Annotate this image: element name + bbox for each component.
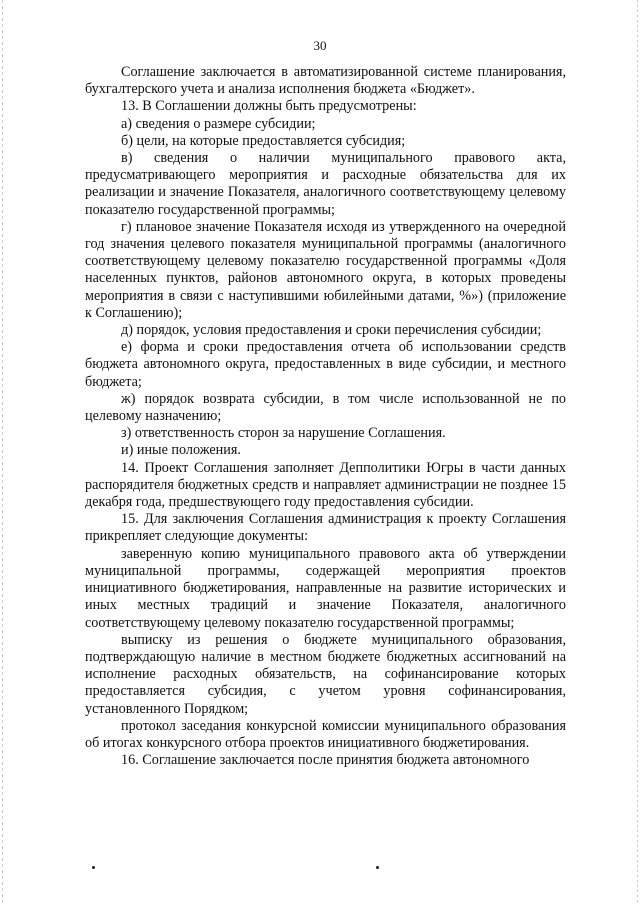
list-item-v: в) сведения о наличии муниципального правового акта, предусматривающего мероприятия и расходные обязательства для их реализации и значение Показателя, аналогичного соответствующему целевому показателю государственной программы; [85,150,566,218]
scan-edge-left [2,0,3,905]
list-item-g: г) плановое значение Показателя исходя из утвержденного на очередной год значения целевого показателя муниципальной программы (аналогичного соответствующему целевому показателю государственной программы «Доля населенных пунктов, районов автономного округа, в которых проведены мероприятия в связи с наступившими юбилейными датами, %») (приложение к Соглашению); [85,218,566,321]
list-item-zh: ж) порядок возврата субсидии, в том числе использованной не по целевому назначению; [85,390,566,425]
paragraph-13-heading: 13. В Соглашении должны быть предусмотрены: [121,98,417,115]
paragraph-14: 14. Проект Соглашения заполняет Депполитики Югры в части данных распорядителя бюджетных средств и направляет администрации не позднее 15 декабря года, предшествующего году предоставления субсидии. [85,459,566,511]
paragraph-agreement-system: Соглашение заключается в автоматизированной системе планирования, бухгалтерского учета и анализа исполнения бюджета «Бюджет». [85,64,566,98]
scan-speck [92,866,95,869]
list-item-b: б) цели, на которые предоставляется субсидия; [121,132,406,149]
scan-speck [376,866,379,869]
document-list-item-protocol: протокол заседания конкурсной комиссии муниципального образования об итогах конкурсного отбора проектов инициативного бюджетирования. [85,717,566,751]
paragraph-15: 15. Для заключения Соглашения администрация к проекту Соглашения прикрепляет следующие документы: [85,511,566,545]
list-item-a: а) сведения о размере субсидии; [121,115,316,132]
document-body [85,64,566,769]
scan-edge-right [637,0,638,905]
list-item-i: и) иные положения. [121,442,241,459]
paragraph-16: 16. Соглашение заключается после принятия бюджета автономного [121,752,530,769]
document-list-item-program-act: заверенную копию муниципального правового акта об утверждении муниципальной программы, содержащей мероприятия проектов инициативного бюджетирования, направленные на развитие исторических и иных местных традиций и значение Показателя, аналогичного соответствующему целевому показателю государственной программы; [85,545,566,631]
page-number: 30 [313,38,327,53]
list-item-d: д) порядок, условия предоставления и сроки перечисления субсидии; [121,322,542,339]
list-item-z: з) ответственность сторон за нарушение Соглашения. [121,425,446,442]
document-list-item-budget-extract: выписку из решения о бюджете муниципального образования, подтверждающую наличие в местном бюджете бюджетных ассигнований на исполнение расходных обязательств, на софинансирование которых предоставляется субсидия, с учетом уровня софинансирования, установленного Порядком; [85,631,566,717]
list-item-e: е) форма и сроки предоставления отчета об использовании средств бюджета автономного округа, предоставленных в виде субсидии, и местного бюджета; [85,339,566,390]
